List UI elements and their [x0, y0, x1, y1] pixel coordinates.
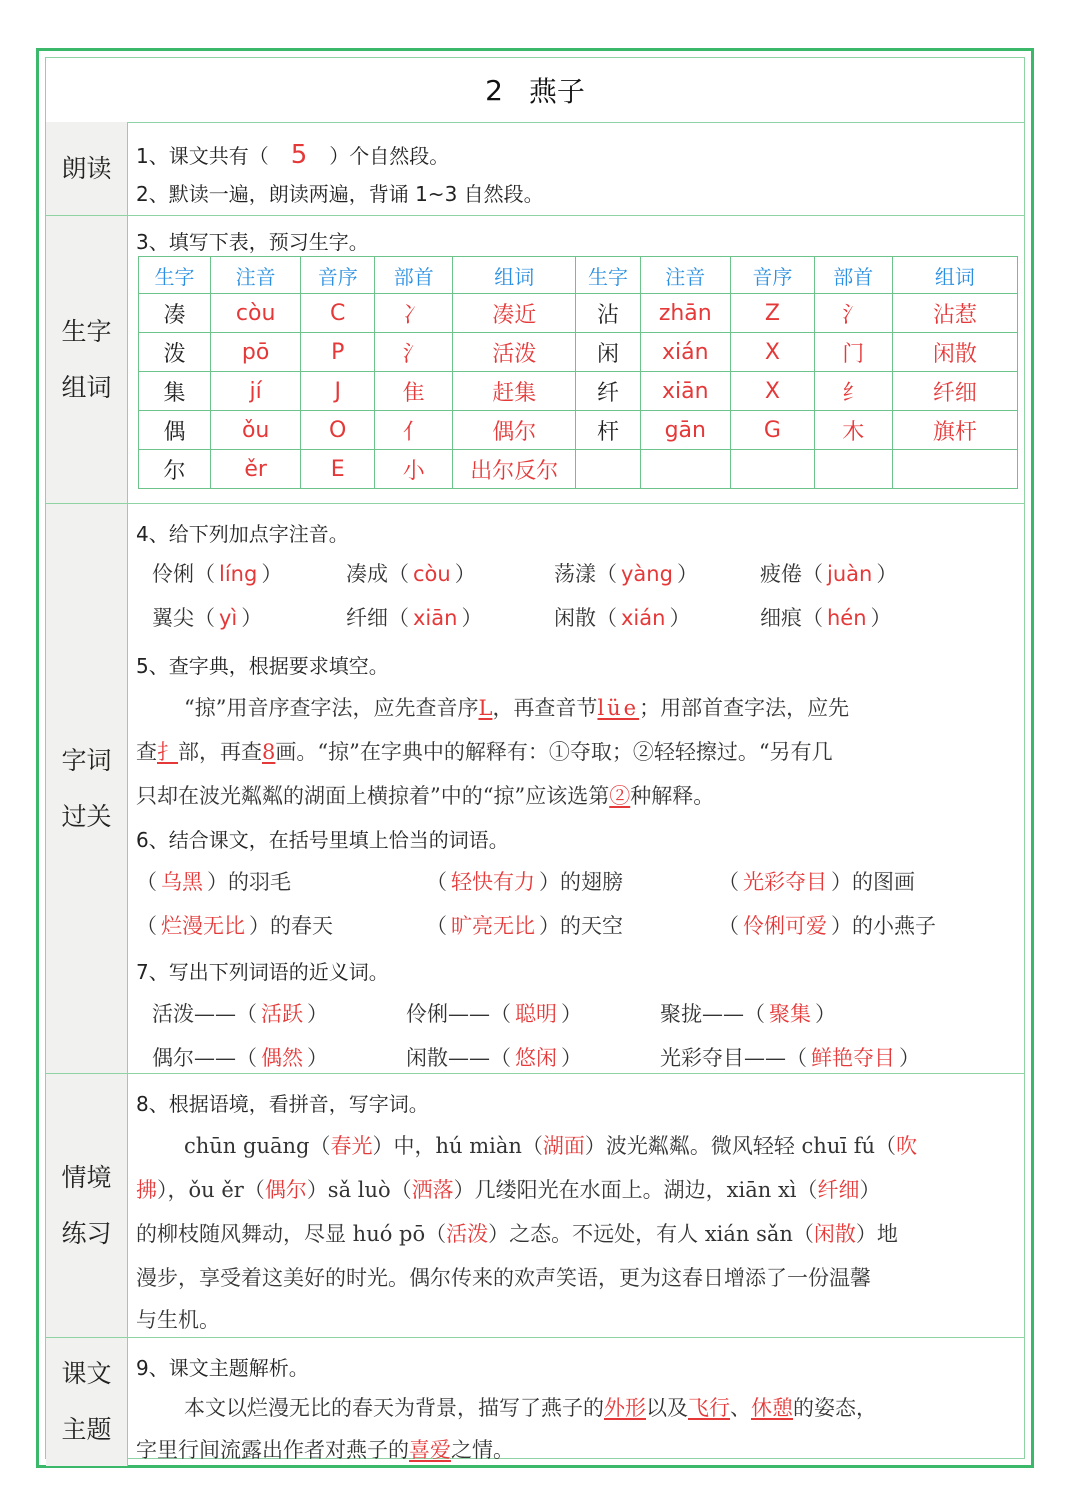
table-cell: Z: [730, 294, 814, 333]
section-ciguan: [128, 504, 1024, 1074]
q4-item: 凑成（ còu ）: [346, 562, 476, 586]
table-header: 组词: [892, 257, 1017, 294]
q5-line3: 只却在波光粼粼的湖面上横掠着”中的“掠”应该选第②种解释。: [136, 784, 715, 808]
lesson-title: 燕子: [528, 75, 585, 108]
section-qingjing: [128, 1074, 1024, 1338]
table-row: [139, 333, 1018, 372]
section-label-shengzi: 生字 组词: [46, 216, 128, 504]
table-cell: 旗杆: [892, 411, 1017, 450]
table-cell: 氵: [375, 333, 453, 372]
table-header: 音序: [301, 257, 375, 294]
q4-item: 伶俐（ líng ）: [152, 562, 283, 586]
table-cell: 小: [375, 450, 453, 489]
table-cell: 闲: [576, 333, 640, 372]
q4-item: 翼尖（ yì ）: [152, 606, 263, 630]
character-table: [138, 256, 1018, 489]
q5-line1: “掠”用音序查字法，应先查音序L，再查音节lüe；用部首查字法，应先: [184, 696, 850, 720]
q8: 8、根据语境，看拼音，写字词。: [136, 1092, 429, 1116]
section-shengzi: [128, 216, 1024, 504]
q6-item: （ 烂漫无比 ）的春天: [136, 914, 333, 938]
table-cell: pō: [211, 333, 301, 372]
lesson-number: 2: [485, 73, 503, 107]
q4-item: 细痕（ hén ）: [760, 606, 892, 630]
q7-item: 光彩夺目——（ 鲜艳夺目 ）: [660, 1046, 920, 1070]
table-cell: ǒu: [211, 411, 301, 450]
table-cell: 闲散: [892, 333, 1017, 372]
table-header: 注音: [640, 257, 730, 294]
table-cell: xián: [640, 333, 730, 372]
q4-item: 荡漾（ yàng ）: [554, 562, 698, 586]
worksheet: [45, 57, 1025, 1462]
table-cell: O: [301, 411, 375, 450]
table-cell: C: [301, 294, 375, 333]
table-cell: gān: [640, 411, 730, 450]
q6: 6、结合课文，在括号里填上恰当的词语。: [136, 828, 509, 852]
q5-line2: 查扌部，再查8画。“掠”在字典中的解释有：①夺取；②轻轻擦过。“另有几: [136, 740, 833, 764]
table-cell: ěr: [211, 450, 301, 489]
table-cell: 沾: [576, 294, 640, 333]
table-cell: [892, 450, 1017, 489]
table-cell: 偶尔: [453, 411, 576, 450]
table-cell: 凑: [139, 294, 211, 333]
q9: 9、课文主题解析。: [136, 1356, 309, 1380]
table-cell: P: [301, 333, 375, 372]
table-cell: 出尔反尔: [453, 450, 576, 489]
q2: 2、默读一遍，朗读两遍，背诵 1~3 自然段。: [136, 182, 544, 206]
table-cell: 木: [814, 411, 892, 450]
q5: 5、查字典，根据要求填空。: [136, 654, 389, 678]
table-cell: [576, 450, 640, 489]
table-cell: zhān: [640, 294, 730, 333]
table-row: [139, 450, 1018, 489]
table-cell: jí: [211, 372, 301, 411]
q7-item: 偶尔——（ 偶然 ）: [152, 1046, 328, 1070]
table-cell: 活泼: [453, 333, 576, 372]
table-cell: 门: [814, 333, 892, 372]
table-cell: 赶集: [453, 372, 576, 411]
q7-item: 活泼——（ 活跃 ）: [152, 1002, 328, 1026]
q8-line3: 的柳枝随风舞动，尽显 huó pō（活泼）之态。不远处，有人 xián sǎn（闲散）地: [136, 1222, 898, 1246]
table-header: 音序: [730, 257, 814, 294]
section-label-qingjing: 情境 练习: [46, 1074, 128, 1338]
q7-item: 伶俐——（ 聪明 ）: [406, 1002, 582, 1026]
table-cell: 偶: [139, 411, 211, 450]
section-langdu: [128, 122, 1024, 216]
table-cell: 泼: [139, 333, 211, 372]
q7-item: 闲散——（ 悠闲 ）: [406, 1046, 582, 1070]
q8-line2: 拂），ǒu ěr（偶尔）sǎ luò（洒落）几缕阳光在水面上。湖边，xiān xì（纤细）: [136, 1178, 881, 1202]
section-label-ciguan: 字词 过关: [46, 504, 128, 1074]
q6-item: （ 伶俐可爱 ）的小燕子: [718, 914, 936, 938]
table-cell: 隹: [375, 372, 453, 411]
label-text: 朗读: [61, 153, 112, 183]
q6-item: （ 乌黑 ）的羽毛: [136, 870, 291, 894]
table-header: 部首: [375, 257, 453, 294]
table-cell: 凑近: [453, 294, 576, 333]
q4-item: 闲散（ xián ）: [554, 606, 691, 630]
table-row: [139, 411, 1018, 450]
table-cell: [640, 450, 730, 489]
table-cell: 纟: [814, 372, 892, 411]
table-cell: G: [730, 411, 814, 450]
table-cell: X: [730, 333, 814, 372]
page-frame: [36, 48, 1034, 1468]
table-cell: xiān: [640, 372, 730, 411]
q3: 3、填写下表，预习生字。: [136, 230, 369, 254]
q1: 1、课文共有（ 5 ）个自然段。: [136, 140, 450, 170]
table-cell: 杆: [576, 411, 640, 450]
table-cell: [730, 450, 814, 489]
table-header: 组词: [453, 257, 576, 294]
page-title: [46, 58, 1024, 123]
q7: 7、写出下列词语的近义词。: [136, 960, 389, 984]
table-cell: 沾惹: [892, 294, 1017, 333]
table-cell: 集: [139, 372, 211, 411]
section-label-langdu: [46, 122, 128, 216]
table-cell: 亻: [375, 411, 453, 450]
table-header: 注音: [211, 257, 301, 294]
section-zhuti: [128, 1338, 1024, 1466]
section-label-zhuti: 课文 主题: [46, 1338, 128, 1466]
table-cell: còu: [211, 294, 301, 333]
table-header: 生字: [576, 257, 640, 294]
q4: 4、给下列加点字注音。: [136, 522, 349, 546]
table-row: [139, 372, 1018, 411]
table-cell: 氵: [814, 294, 892, 333]
q6-item: （ 轻快有力 ）的翅膀: [426, 870, 623, 894]
table-cell: X: [730, 372, 814, 411]
table-cell: 尔: [139, 450, 211, 489]
q4-item: 纤细（ xiān ）: [346, 606, 483, 630]
table-cell: J: [301, 372, 375, 411]
table-header: 部首: [814, 257, 892, 294]
table-cell: 冫: [375, 294, 453, 333]
table-cell: 纤细: [892, 372, 1017, 411]
table-header: 生字: [139, 257, 211, 294]
q8-line4: 漫步，享受着这美好的时光。偶尔传来的欢声笑语，更为这春日增添了一份温馨: [136, 1266, 871, 1290]
table-cell: [814, 450, 892, 489]
q8-line5: 与生机。: [136, 1308, 220, 1332]
table-cell: 纤: [576, 372, 640, 411]
q9-line1: 本文以烂漫无比的春天为背景，描写了燕子的外形以及飞行、休憩的姿态，: [184, 1396, 877, 1420]
q8-line1: chūn guāng（春光）中，hú miàn（湖面）波光粼粼。微风轻轻 chuī fú（吹: [184, 1134, 918, 1158]
table-row: [139, 294, 1018, 333]
q9-line2: 字里行间流露出作者对燕子的喜爱之情。: [136, 1438, 514, 1462]
q6-item: （ 光彩夺目 ）的图画: [718, 870, 915, 894]
q1-answer: 5: [290, 140, 308, 170]
q4-item: 疲倦（ juàn ）: [760, 562, 898, 586]
table-cell: E: [301, 450, 375, 489]
q7-item: 聚拢——（ 聚集 ）: [660, 1002, 836, 1026]
q6-item: （ 旷亮无比 ）的天空: [426, 914, 623, 938]
